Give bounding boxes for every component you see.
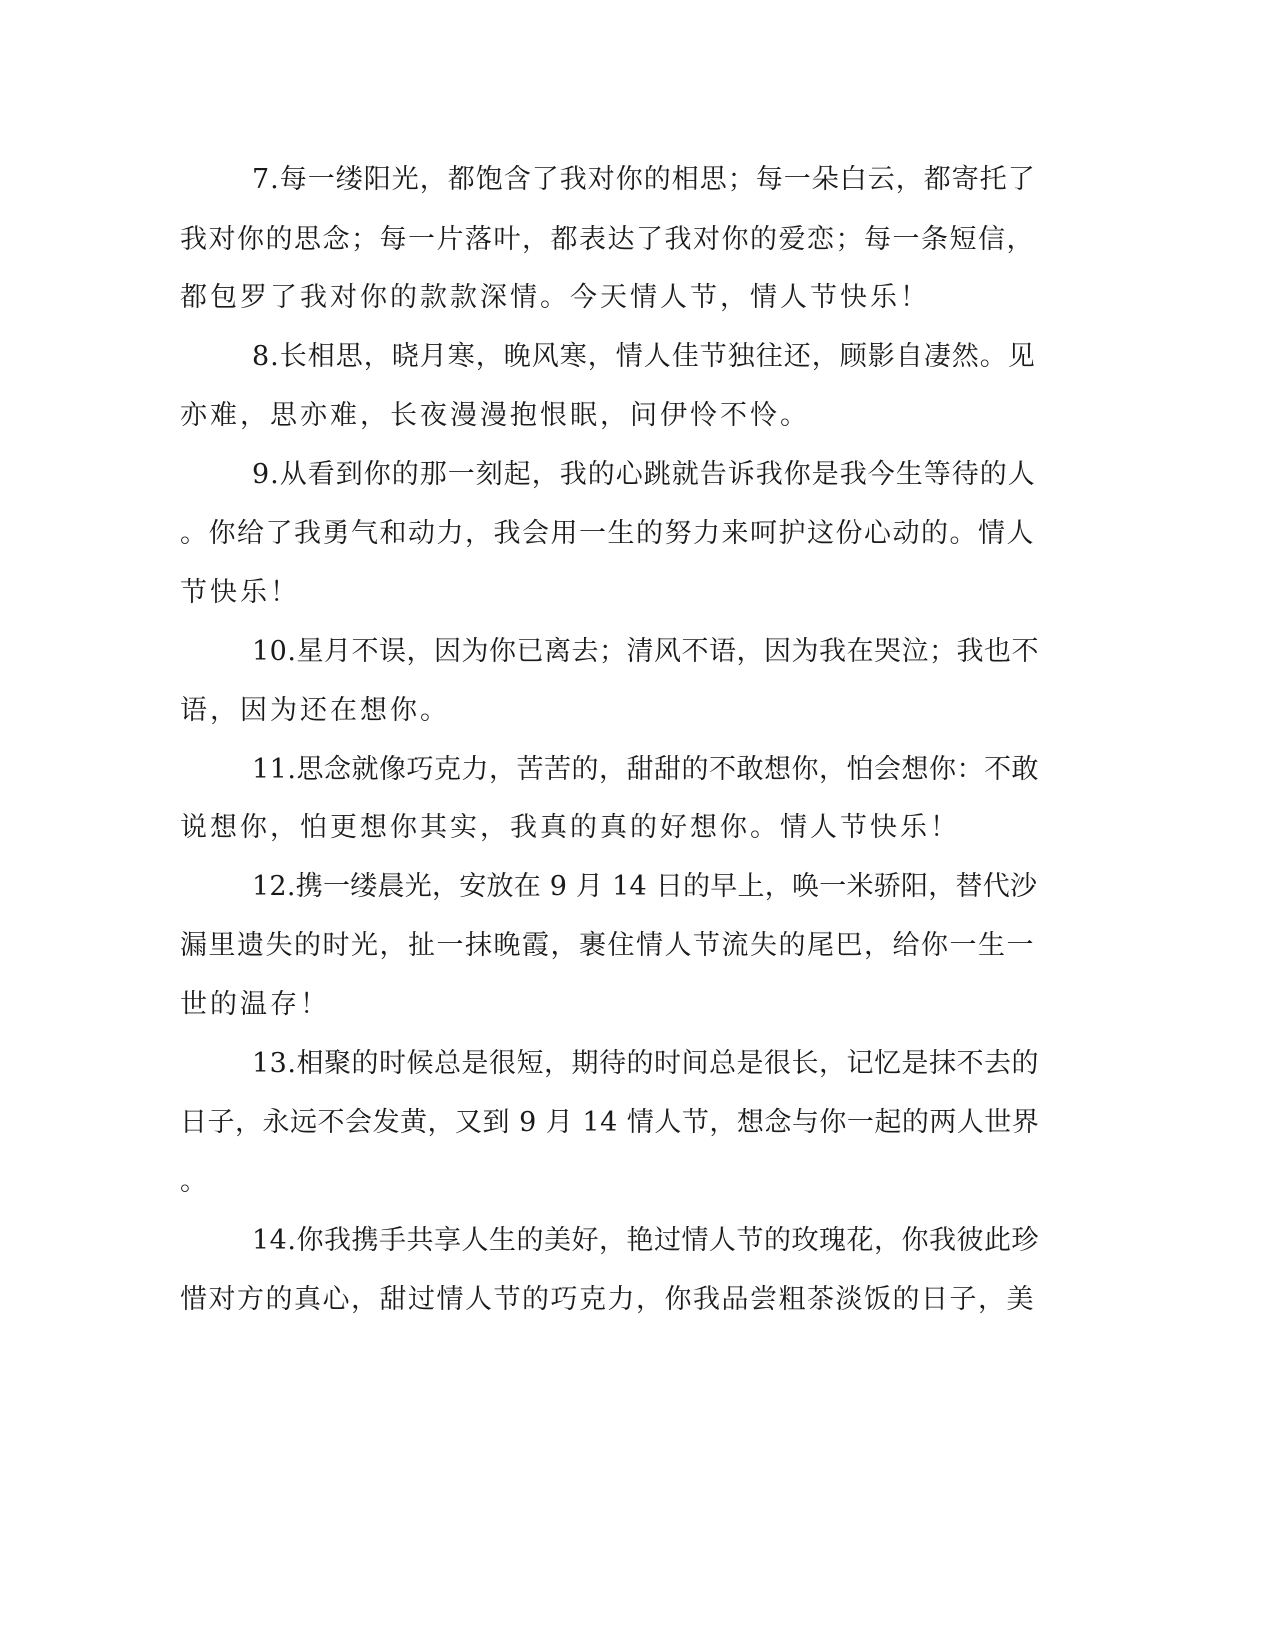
text-line: 12.携一缕晨光，安放在 9 月 14 日的早上，唤一米骄阳，替代沙 xyxy=(252,871,1038,902)
text-line: 惜对方的真心，甜过情人节的巧克力，你我品尝粗茶淡饭的日子，美 xyxy=(180,1284,1035,1315)
text-line: 说想你，怕更想你其实，我真的真的好想你。情人节快乐！ xyxy=(180,812,960,843)
text-line: 14.你我携手共享人生的美好，艳过情人节的玫瑰花，你我彼此珍 xyxy=(252,1225,1039,1256)
text-line: 。 xyxy=(180,1166,210,1197)
text-line: 10.星月不误，因为你已离去；清风不语，因为我在哭泣；我也不 xyxy=(252,636,1039,667)
text-line: 语，因为还在想你。 xyxy=(180,695,450,726)
text-line: 漏里遗失的时光，扯一抹晚霞，裹住情人节流失的尾巴，给你一生一 xyxy=(180,930,1035,961)
text-line: 7.每一缕阳光，都饱含了我对你的相思；每一朵白云，都寄托了 xyxy=(252,164,1036,195)
text-line: 9.从看到你的那一刻起，我的心跳就告诉我你是我今生等待的人 xyxy=(252,459,1036,490)
text-line: 8.长相思，晓月寒，晚风寒，情人佳节独往还，顾影自凄然。见 xyxy=(252,341,1036,372)
text-line: 都包罗了我对你的款款深情。今天情人节，情人节快乐！ xyxy=(180,282,930,313)
text-line: 11.思念就像巧克力，苦苦的，甜甜的不敢想你，怕会想你：不敢 xyxy=(252,754,1039,785)
text-line: 世的温存！ xyxy=(180,989,330,1020)
text-line: 。你给了我勇气和动力，我会用一生的努力来呵护这份心动的。情人 xyxy=(180,518,1035,549)
text-line: 亦难，思亦难，长夜漫漫抱恨眠，问伊怜不怜。 xyxy=(180,400,810,431)
text-line: 13.相聚的时候总是很短，期待的时间总是很长，记忆是抹不去的 xyxy=(252,1048,1039,1079)
text-line: 我对你的思念；每一片落叶，都表达了我对你的爱恋；每一条短信， xyxy=(180,224,1035,255)
text-line: 日子，永远不会发黄，又到 9 月 14 情人节，想念与你一起的两人世界 xyxy=(180,1107,1040,1138)
text-line: 节快乐！ xyxy=(180,577,300,608)
